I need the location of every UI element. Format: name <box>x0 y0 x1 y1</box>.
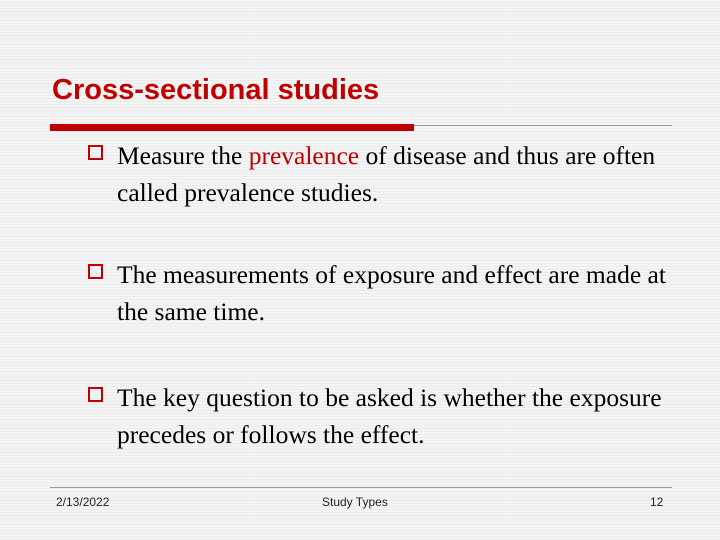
bullet-text-after: of disease and thus are often called prevalence studies. <box>117 141 656 207</box>
hollow-square-bullet-icon <box>88 145 103 160</box>
bullet-text-before: Measure the <box>117 141 249 170</box>
bullet-text: The key question to be asked is whether the exposure precedes or follows the effect. <box>117 383 662 449</box>
hollow-square-bullet-icon <box>88 264 103 279</box>
page-number: 12 <box>650 495 664 509</box>
title-underline-accent <box>50 124 414 131</box>
bullet-item <box>88 137 678 211</box>
bullet-item <box>88 379 678 453</box>
hollow-square-bullet-icon <box>88 387 103 402</box>
bullet-item <box>88 256 678 330</box>
footer-date: 2/13/2022 <box>56 495 110 509</box>
footer-rule <box>50 487 672 488</box>
slide-title: Cross-sectional studies <box>52 74 380 106</box>
bullet-text: The measurements of exposure and effect are made at the same time. <box>117 260 666 326</box>
bullet-highlight: prevalence <box>248 141 360 170</box>
title-underline-rule <box>414 125 672 126</box>
footer-title: Study Types <box>322 495 388 509</box>
